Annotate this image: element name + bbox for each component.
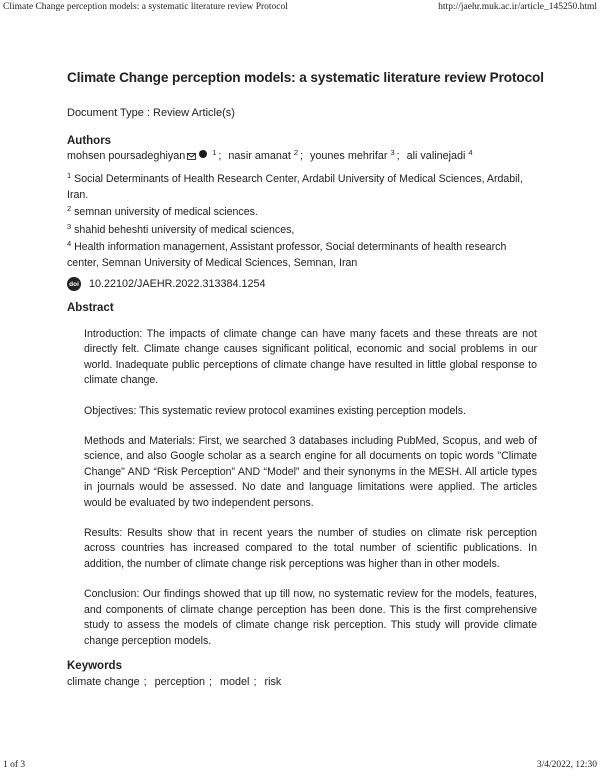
keyword-link[interactable]: model <box>220 675 250 688</box>
doi-link[interactable]: 10.22102/JAEHR.2022.313384.1254 <box>89 278 266 290</box>
page-count: 1 of 3 <box>3 760 26 770</box>
author-3[interactable]: younes mehrifar $^3$ <box>310 148 395 162</box>
abstract-conclusion: Conclusion: Our findings showed that up till now, no systematic review for the models, features, and components of climate change perception has been done. This is the first comprehensive study to assess the models of climate change risk perception. This study will provide climate change perception models. <box>84 588 537 647</box>
abstract-heading: Abstract <box>67 302 114 314</box>
keyword-link[interactable]: climate change <box>67 675 140 688</box>
affiliations <box>67 172 537 271</box>
affiliation-2: $^2$ semnan university of medical sciences. <box>67 204 258 218</box>
print-header <box>0 2 600 16</box>
abstract-introduction: Introduction: The impacts of climate change can have many facets and these threats are not directly felt. Climate change causes significant political, economic and social problems in our world. Inadequate public perceptions of climate change have resulted in little global response to climate change. <box>84 328 537 387</box>
author-2[interactable]: nasir amanat $^2$ <box>228 148 299 162</box>
print-footer <box>0 760 600 774</box>
article-title: Climate Change perception models: a systematic literature review Protocol <box>67 70 544 85</box>
print-header-title: Climate Change perception models: a systematic literature review Protocol <box>3 2 288 12</box>
mail-icon[interactable] <box>187 151 196 163</box>
document-type: Document Type : Review Article(s) <box>67 107 235 119</box>
orcid-icon[interactable] <box>199 150 207 158</box>
print-datetime: 3/4/2022, 12:30 <box>536 760 597 770</box>
keyword-link[interactable]: perception <box>154 675 206 688</box>
keyword-link[interactable]: risk <box>264 675 282 688</box>
article-content <box>67 70 544 688</box>
abstract-methods: Methods and Materials: First, we searched 3 databases including PubMed, Scopus, and web of science, and also Google scholar as a search engine for all documents on topic words "Climate Change" AND “Risk Perception” AND “Model” and their synonyms in the MESH. All article types in journals would be assessed. No date and language limitations were applied. The articles would be evaluated by two independent persons. <box>84 435 537 509</box>
authors-list: mohsen poursadeghiyan $^1$ ; nasir amanat $^2$ ; younes mehrifar $^3$ ; ali valinejadi $^4$ <box>67 148 473 162</box>
affiliation-4: $^4$ Health information management, Assistant professor, Social determinants of health research center, Semnan University of Medical Sciences, Semnan, Iran <box>67 239 507 269</box>
author-4[interactable]: ali valinejadi $^4$ <box>406 148 473 162</box>
keywords-heading: Keywords <box>67 659 122 672</box>
doi-icon: doi <box>67 277 81 291</box>
affiliation-3: $^3$ shahid beheshti university of medical sciences, <box>67 221 295 236</box>
affiliation-1: $^1$ Social Determinants of Health Research Center, Ardabil University of Medical Sciences, Ardabil, Iran. <box>67 171 523 201</box>
abstract-objectives: Objectives: This systematic review protocol examines existing perception models. <box>84 404 466 417</box>
print-header-url: http://jaehr.muk.ac.ir/article_145250.html <box>438 2 597 12</box>
doi-row <box>67 277 537 291</box>
author-1[interactable]: mohsen poursadeghiyan $^1$ <box>67 148 217 162</box>
abstract-body <box>84 327 537 649</box>
abstract-results: Results: Results show that in recent years the number of studies on climate risk perception across countries has increased compared to the total number of scientific publications. In addition, the number of climate change risk perceptions was higher than in other models. <box>84 527 537 570</box>
authors-heading: Authors <box>67 135 112 147</box>
keywords-list: climate change ; perception ; model ; risk <box>67 675 282 688</box>
